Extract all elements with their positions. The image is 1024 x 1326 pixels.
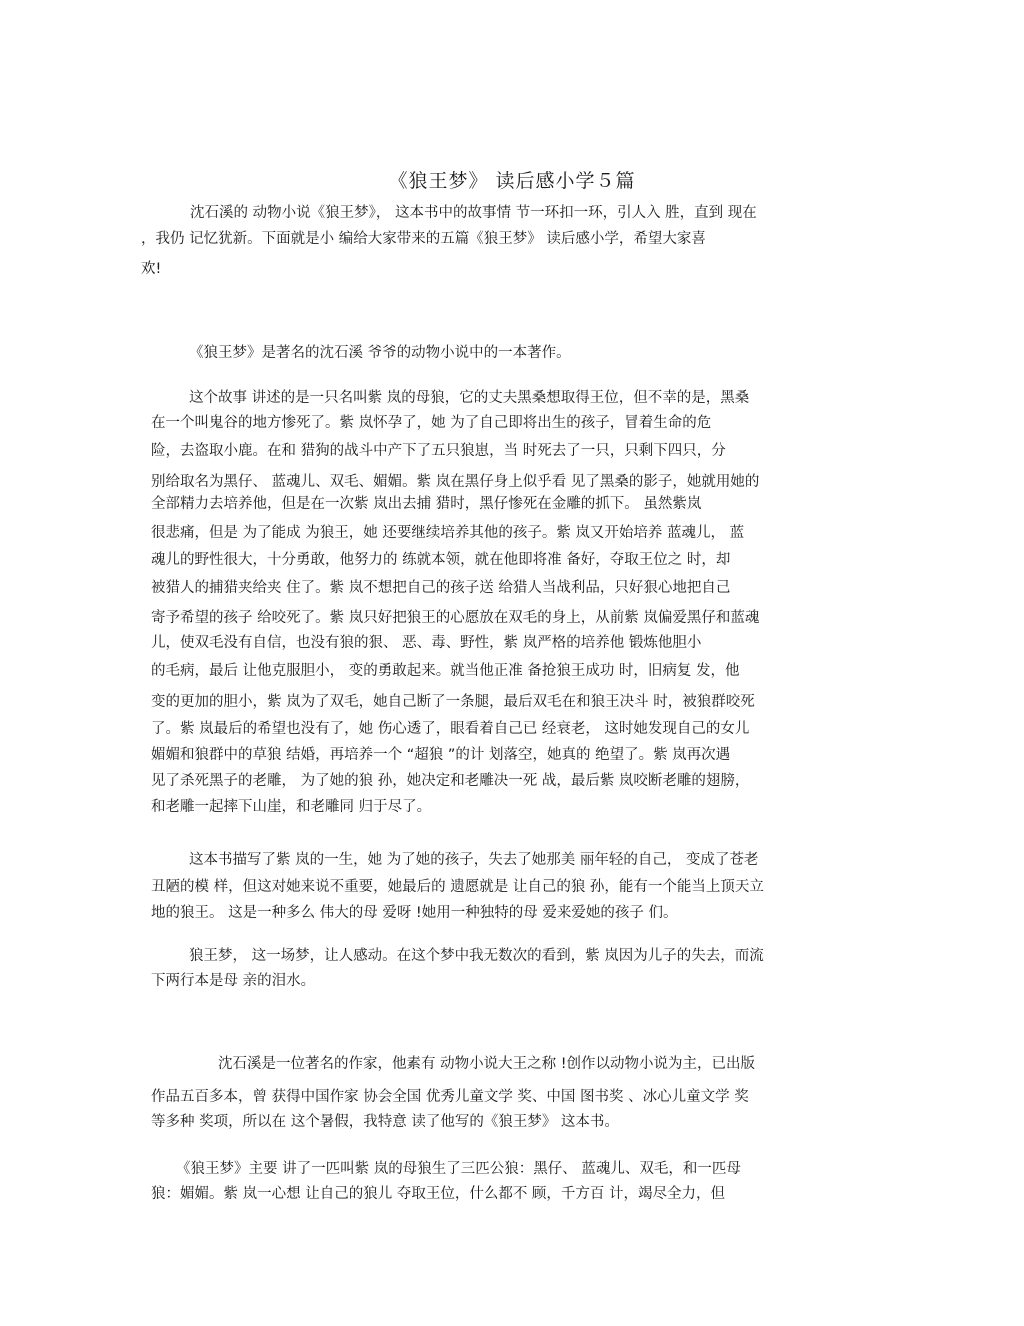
essay-line: 等多种 奖项，所以在 这个暑假，我特意 读了他写的《狼王梦》 这本书。	[151, 1114, 619, 1130]
essay-line: 媚媚和狼群中的草狼 结婚，再培养一个 “超狼 ”的计 划落空，她真的 绝望了。紫 岚再次遇	[151, 747, 731, 763]
essay-line: 《狼王梦》是著名的沈石溪 爷爷的动物小说中的一本著作。	[189, 345, 571, 361]
essay-line: 地的狼王。 这是一种多么 伟大的母 爱呀 !她用一种独特的母 爱来爱她的孩子 们。	[151, 905, 678, 921]
essay-line: 险，去盗取小鹿。在和 猎狗的战斗中产下了五只狼崽，当 时死去了一只，只剩下四只，分	[151, 443, 726, 459]
essay-line: 的毛病，最后 让他克服胆小， 变的勇敢起来。就当他正准 备抢狼王成功 时，旧病复 发，他	[151, 663, 740, 679]
essay-line: 被猎人的捕猎夹给夹 住了。紫 岚不想把自己的孩子送 给猎人当战利品，只好狠心地把自己	[151, 580, 731, 596]
essay-line: 作品五百多本，曾 获得中国作家 协会全国 优秀儿童文学 奖、中国 图书奖 、冰心儿童文学 奖	[151, 1089, 749, 1105]
essay-line: 寄予希望的孩子 给咬死了。紫 岚只好把狼王的心愿放在双毛的身上，从前紫 岚偏爱黑仔和蓝魂	[151, 610, 760, 626]
essay-line: 见了杀死黑子的老雕， 为了她的狼 孙，她决定和老雕决一死 战，最后紫 岚咬断老雕的翅膀，	[151, 773, 750, 789]
essay-line: 狼王梦， 这一场梦，让人感动。在这个梦中我无数次的看到，紫 岚因为儿子的失去，而流	[189, 948, 764, 964]
intro-line: ，我仍 记忆犹新。下面就是小 编给大家带来的五篇《狼王梦》 读后感小学，希望大家喜	[141, 231, 706, 247]
essay-line: 沈石溪是一位著名的作家，他素有 动物小说大王之称 !创作以动物小说为主，已出版	[218, 1056, 756, 1072]
essay-line: 丑陋的模 样，但这对她来说不重要，她最后的 遗愿就是 让自己的狼 孙，能有一个能当上顶天立	[151, 879, 764, 895]
essay-line: 了。紫 岚最后的希望也没有了，她 伤心透了，眼看着自己已 经衰老， 这时她发现自己的女儿	[151, 721, 750, 737]
essay-line: 《狼王梦》主要 讲了一匹叫紫 岚的母狼生了三匹公狼：黑仔、 蓝魂儿、双毛，和一匹母	[176, 1161, 741, 1177]
essay-line: 和老雕一起摔下山崖，和老雕同 归于尽了。	[151, 799, 432, 815]
essay-line: 这本书描写了紫 岚的一生，她 为了她的孩子，失去了她那美 丽年轻的自己， 变成了苍老	[189, 852, 759, 868]
document-title: 《狼王梦》 读后感小学５篇	[388, 170, 636, 192]
essay-line: 变的更加的胆小，紫 岚为了双毛，她自己断了一条腿，最后双毛在和狼王决斗 时，被狼群咬死	[151, 694, 755, 710]
essay-line: 在一个叫鬼谷的地方惨死了。紫 岚怀孕了，她 为了自己即将出生的孩子，冒着生命的危	[151, 415, 712, 431]
essay-line: 儿，使双毛没有自信，也没有狼的狠、 恶、毒、野性，紫 岚严格的培养他 锻炼他胆小	[151, 635, 702, 651]
intro-line: 沈石溪的 动物小说《狼王梦》， 这本书中的故事情 节一环扣一环，引人入 胜，直到 现在	[190, 205, 757, 221]
intro-line: 欢!	[141, 261, 162, 277]
essay-line: 下两行本是母 亲的泪水。	[151, 973, 316, 989]
essay-line: 这个故事 讲述的是一只名叫紫 岚的母狼，它的丈夫黑桑想取得王位，但不幸的是，黑桑	[189, 390, 750, 406]
essay-line: 别给取名为黑仔、 蓝魂儿、双毛、媚媚。紫 岚在黑仔身上似乎看 见了黑桑的影子，她就用她的	[151, 474, 760, 490]
essay-line: 很悲痛，但是 为了能成 为狼王，她 还要继续培养其他的孩子。紫 岚又开始培养 蓝魂儿， 蓝	[151, 525, 745, 541]
essay-line: 全部精力去培养他，但是在一次紫 岚出去捕 猎时，黑仔惨死在金雕的抓下。 虽然紫岚	[151, 496, 702, 512]
essay-line: 狼：媚媚。紫 岚一心想 让自己的狼儿 夺取王位，什么都不 顾，千方百 计，竭尽全力，但	[151, 1186, 726, 1202]
essay-line: 魂儿的野性很大，十分勇敢，他努力的 练就本领，就在他即将准 备好，夺取王位之 时，却	[151, 552, 731, 568]
